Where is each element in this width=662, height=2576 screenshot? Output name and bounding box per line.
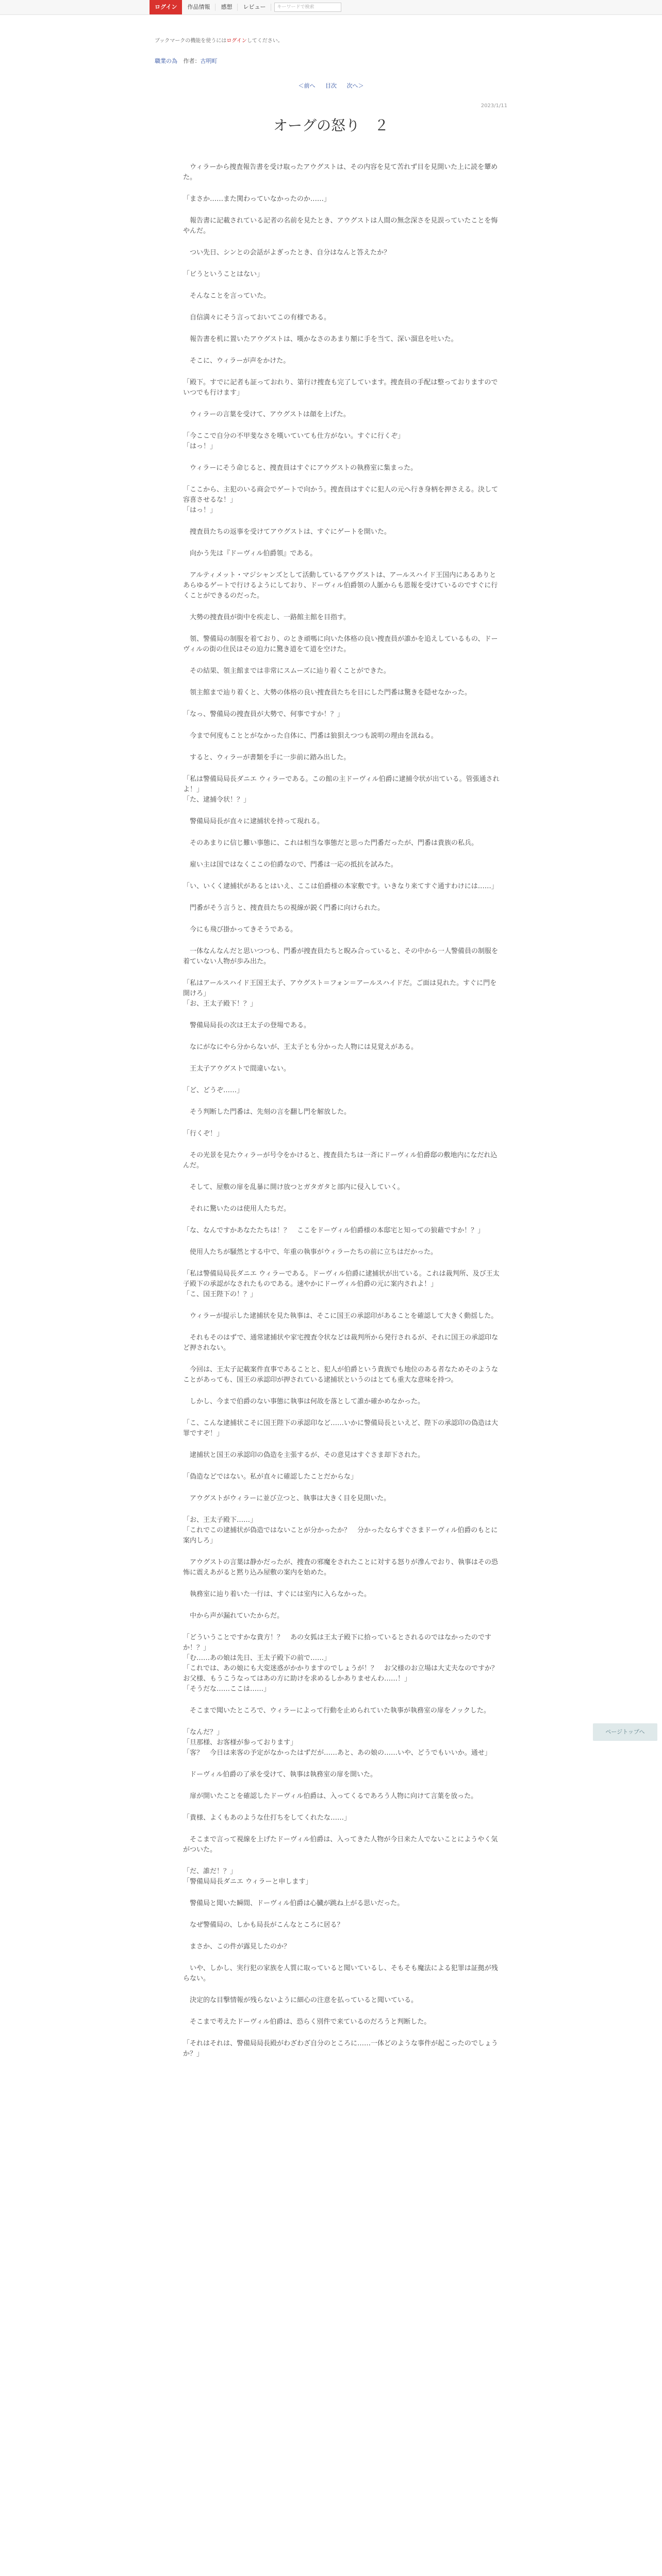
body-paragraph: 「こ、こんな逮捕状こそに国王陛下の承認印など……いかに警備局長といえど、陛下の承認印の偽造は大罪ですぞ！」 (183, 1419, 499, 1437)
body-paragraph: 今回は、王太子記載案件直事であることと、犯人が伯爵という貴族でも地位のある者なためそのようなことがあっても、国王の承認印が押されている逮捕状というのはとても重大な意味を持つ。 (183, 1366, 499, 1384)
chapter-body (183, 162, 503, 2071)
body-paragraph: いや、しかし、実行犯の家族を人質に取っていると聞いているし、そもそも魔法による犯罪は証拠が残らない。 (183, 1964, 498, 1982)
body-paragraph: 「なんだ？」 「旦那様、お客様が参っております」 「客？ 今日は来客の予定がなかったはずだが……あと、あの娘の……いや、どうでもいいか。通せ」 (183, 1728, 491, 1757)
body-paragraph: 「私はアールスハイド王国王太子、アウグスト＝フォン＝アールスハイドだ。ご面は見れた。すぐに門を開けろ」 「お、王太子殿下！？」 (183, 979, 497, 1008)
body-paragraph: 大勢の捜査員が街中を疾走し、一路館主館を目指す。 (183, 614, 350, 621)
body-paragraph: 門番がそう言うと、捜査員たちの視線が鋭く門番に向けられた。 (183, 904, 385, 912)
body-paragraph: 「私は警備局局長ダニエ ウィラーである。この館の主ドーヴィル伯爵に逮捕令状が出ている。管張通されよ！」 「た、逮捕令状！？」 (183, 775, 500, 804)
body-paragraph: 報告書を机に置いたアウグストは、嘆かなさのあまり額に手を当て、深い溜息を吐いた。 (183, 335, 458, 343)
series-link[interactable]: 職業の為 (155, 58, 177, 64)
body-paragraph: 「ど、どうぞ……」 (183, 1087, 244, 1094)
body-paragraph: その結果、領主館までは非常にスムーズに辿り着くことができた。 (183, 667, 390, 675)
body-paragraph: 今まで何度もこととがなかった自体に、門番は狼狽えつつも説明の理由を訊ねる。 (183, 732, 438, 740)
body-paragraph: ウィラーが提示した逮捕状を見た執事は、そこに国王の承認印があることを確認して大きく動揺した。 (183, 1312, 498, 1320)
login-button[interactable]: ログイン (150, 0, 182, 14)
body-paragraph: そして、屋敷の扉を乱暴に開け放つとガタガタと部内に侵入していく。 (183, 1183, 404, 1191)
body-paragraph: なにがなにやら分からないが、王太子とも分かった人物には見覚えがある。 (183, 1043, 418, 1051)
body-paragraph: そんなことを言っていた。 (183, 292, 271, 300)
body-paragraph: すると、ウィラーが書類を手に一歩前に踏み出した。 (183, 754, 351, 761)
body-paragraph: 「私は警備局局長ダニエ ウィラーである。ドーヴィル伯爵に逮捕状が出ている。これは裁判所、及び王太子殿下の承認がなされたものである。速やかにドーヴィル伯爵の元に案内されよ！」 「こ、国王陛下の！？」 (183, 1270, 500, 1298)
body-paragraph: 警備局局長の次は王太子の登場である。 (183, 1022, 311, 1029)
body-paragraph: 扉が開いたことを確認したドーヴィル伯爵は、入ってくるであろう人物に向けて言葉を放った。 (183, 1792, 478, 1800)
body-paragraph: 警備局と聞いた瞬間、ドーヴィル伯爵は心臓が跳ね上がる思いだった。 (183, 1900, 404, 1907)
body-paragraph: 報告書に記載されている記者の名前を見たとき、アウグストは人間の無念深さを見誤っていたことを悔やんだ。 (183, 217, 498, 235)
body-paragraph: そのあまりに信じ難い事態に、これは相当な事態だと思った門番だったが、門番は貴族の私兵。 (183, 839, 478, 847)
body-paragraph: しかし、今まで伯爵のない事態に執事は何故を落として誰か確かめなかった。 (183, 1398, 425, 1405)
body-paragraph: 雇い主は国ではなくここの伯爵なので、門番は一応の抵抗を試みた。 (183, 861, 398, 869)
body-paragraph: 「まさか……また関わっていなかったのか……」 (183, 195, 330, 203)
body-paragraph: 「ビうということはない」 (183, 270, 264, 278)
body-paragraph: 「殿下。すでに記者も証っておれり、第行け捜査も完了しています。捜査員の手配は整っておりますのでいつでも行けます」 (183, 379, 498, 397)
search-input[interactable]: キーワードで検索 (274, 3, 341, 12)
next-chapter-link[interactable]: 次へ＞ (346, 82, 364, 89)
body-paragraph: まさか、この件が露見したのか？ (183, 1943, 291, 1951)
body-paragraph: ウィラーの言葉を受けて、アウグストは顔を上げた。 (183, 411, 350, 418)
body-paragraph: そう判断した門番は、先刻の言を翻し門を解放した。 (183, 1108, 351, 1116)
body-paragraph: ウィラーから捜査報告書を受け取ったアウグストは、その内容を見て苦れず目を見開いた上に読を顰めた。 (183, 163, 498, 181)
body-paragraph: 「どういうことですかな貴方！？ あの女狐は王太子殿下に拾っているとされるのではなかったのですか！？」 「む……あの娘は先日、王太子殿下の前で……」 「これでは、あの娘にも大変迷惑がかかりますのでしょうが！？ お父様のお立場は大丈夫なのですか？ お父様、もうこうなってはあの方に助けを求めるしかありませんわ……！」 「そうだな……ここは……」 (183, 1634, 499, 1693)
body-paragraph: アルティメット・マジシャンズとして活動しているアウグストは、アールスハイド王国内にあるありとあらゆるゲートで行けるようにしており、ドーヴィル伯爵領の人脈からも恩報を受けているのですぐに行くことができるのだった。 (183, 571, 498, 600)
page-top-button[interactable]: ページトップへ (593, 1723, 657, 1741)
nav-work-info[interactable]: 作品情報 (182, 4, 216, 11)
body-paragraph: 中から声が漏れていたからだ。 (183, 1612, 284, 1620)
body-paragraph: 「貴様、よくもあのような仕打ちをしてくれたな……」 (183, 1814, 351, 1822)
body-paragraph: 決定的な目撃情報が残らないように細心の注意を払っていると聞いている。 (183, 1996, 418, 2004)
body-paragraph: 向かう先は『ドーヴィル伯爵領』である。 (183, 550, 317, 557)
body-paragraph: ウィラーにそう命じると、捜査員はすぐにアウグストの執務室に集まった。 (183, 464, 418, 472)
body-paragraph: 逮捕状と国王の承認印の偽造を主張するが、その意見はすぐさま却下された。 (183, 1451, 425, 1459)
body-paragraph: そこまで言って視線を上げたドーヴィル伯爵は、入ってきた人物が今日来た人でないことにようやく気がついた。 (183, 1836, 498, 1854)
body-paragraph: 警備局局長が直々に逮捕状を持って現れる。 (183, 818, 324, 825)
notice-text-before: ブックマークの機能を使うには (155, 38, 227, 44)
nav-reviews[interactable]: レビュー (238, 4, 271, 11)
body-paragraph: 捜査員たちの返事を受けてアウグストは、すぐにゲートを開いた。 (183, 528, 391, 536)
bookmark-notice (155, 36, 283, 44)
body-paragraph: 「だ、誰だ！？」 「警備局局長ダニエ ウィラーと申します」 (183, 1868, 312, 1886)
body-paragraph: 「な、なんですかあなたたちは！？ ここをドーヴィル伯爵様の本邸宅と知っての狼藉ですか！？」 (183, 1227, 485, 1234)
body-paragraph: なぜ警備局の、しかも局長がこんなところに居る？ (183, 1921, 344, 1929)
body-paragraph: 「それはそれは、警備局局長殿がわざわざ自分のところに……一体どのような事件が起こったのでしょうか？」 (183, 2040, 498, 2058)
body-paragraph: その光景を見たウィラーが号令をかけると、捜査員たちは一斉にドーヴィル伯爵邸の敷地内になだれ込んだ。 (183, 1151, 498, 1170)
body-paragraph: つい先日、シンとの会話がよぎったとき、自分はなんと答えたか？ (183, 249, 391, 257)
body-paragraph: 自信満々にそう言っておいてこの有様である。 (183, 314, 331, 321)
work-meta (155, 57, 222, 65)
body-paragraph: それに驚いたのは使用人たちだ。 (183, 1205, 291, 1213)
author-link[interactable]: 古明町 (200, 58, 218, 64)
author-label: 作者： (183, 58, 201, 64)
body-paragraph: 領主館まで辿り着くと、大勢の体格の良い捜査員たちを目にした門番は驚きを隠せなかった。 (183, 689, 472, 697)
notice-login-link[interactable]: ログイン (226, 38, 247, 44)
top-bar (0, 0, 662, 15)
body-paragraph: 使用人たちが騒然とする中で、年重の執事がウィラーたちの前に立ちはだかった。 (183, 1248, 437, 1256)
body-paragraph: 領、警備局の制服を着ており、のとき頑嗎に向いた体格の良い捜査員が誰かを追えしているもの、ドーヴィルの街の住民はその迫力に驚き道をて道を空けた。 (183, 635, 498, 653)
body-paragraph: アウグストがウィラーに並び立つと、執事は大きく目を見開いた。 (183, 1495, 391, 1502)
nav-impressions[interactable]: 感想 (216, 4, 238, 11)
body-paragraph: それもそのはずで、通常逮捕状や家宅捜査令状などは裁判所から発行されるが、それに国王の承認印など押されない。 (183, 1334, 499, 1352)
body-paragraph: そこまで考えたドーヴィル伯爵は、恐らく別件で来ているのだろうと判断した。 (183, 2018, 431, 2026)
body-paragraph: 「お、王太子殿下……」 「これでこの逮捕状が偽造ではないことが分かったか？ 分かったならすぐさまドーヴィル伯爵のもとに案内しろ」 (183, 1516, 498, 1545)
chapter-title: オーグの怒り ２ (273, 117, 389, 134)
body-paragraph: 「今ここで自分の不甲斐なさを嘆いていても仕方がない。すぐに行くぞ」 「はっ！」 (183, 432, 405, 450)
body-paragraph: そこに、ウィラーが声をかけた。 (183, 357, 290, 365)
body-paragraph: アウグストの言葉は静かだったが、捜査の邪魔をされたことに対する怒りが滲んでおり、執事はその恐怖に震えあがると黙り込み屋敷の案内を始めた。 (183, 1558, 498, 1577)
notice-text-after: してください。 (246, 38, 283, 44)
publish-date: 2023/1/11 (481, 103, 507, 109)
prev-chapter-link[interactable]: ＜前へ (298, 82, 316, 89)
body-paragraph: 王太子アウグストで間違いない。 (183, 1065, 290, 1073)
body-paragraph: ドーヴィル伯爵の了承を受けて、執事は執務室の扉を開いた。 (183, 1771, 377, 1778)
body-paragraph: 「い、いくく逮捕状があるとはいえ、ここは伯爵様の本家敷です。いきなり来てすぐ通すわけには……」 (183, 883, 498, 890)
toc-link[interactable]: 目次 (325, 82, 337, 89)
chapter-pager (0, 81, 662, 90)
body-paragraph: 執務室に辿り着いた一行は、すぐには室内に入らなかった。 (183, 1590, 371, 1598)
body-paragraph: 「なっ、警備局の捜査員が大勢で、何事ですか！？」 (183, 710, 344, 718)
body-paragraph: 「ここから、主犯のいる商会でゲートで向かう。捜査員はすぐに犯人の元へ行き身柄を押さえる。決して容喜させるな！」 「はっ！」 (183, 486, 499, 514)
body-paragraph: 「偽造などではない。私が直々に確認したことだからな」 (183, 1473, 358, 1481)
body-paragraph: 一体なんなんだと思いつつも、門番が捜査員たちと睨み合っていると、その中から一人警備員の制服を着ていない人物が歩み出た。 (183, 947, 499, 965)
body-paragraph: 「行くぞ！」 (183, 1130, 224, 1138)
body-paragraph: そこまで聞いたところで、ウィラーによって行動を止められていた執事が執務室の扉をノックした。 (183, 1707, 490, 1715)
body-paragraph: 今にも飛び掛かってきそうである。 (183, 926, 297, 934)
